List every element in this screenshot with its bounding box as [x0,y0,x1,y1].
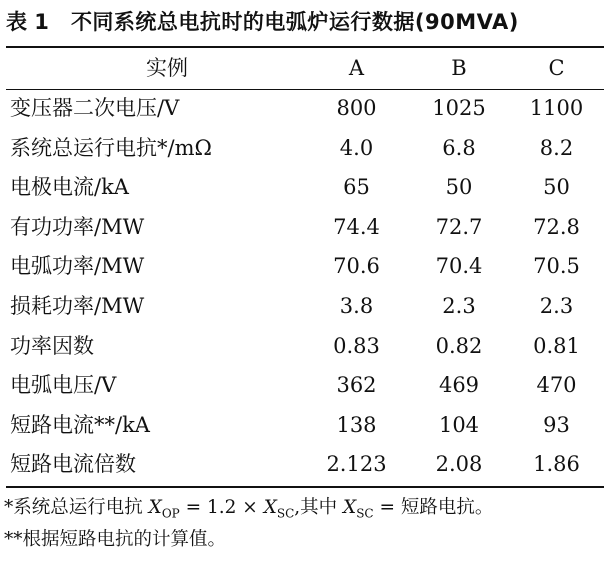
cell-c: 70.5 [533,254,580,279]
row-label: 变压器二次电压/V [10,96,180,120]
cell-a: 74.4 [333,214,380,239]
row-label: 有功功率/MW [10,214,145,239]
row-label: 系统总运行电抗*/mΩ [10,135,212,160]
footnote-marker: ** [4,529,23,550]
cell-b: 70.4 [435,254,483,279]
cell-b: 50 [445,175,473,200]
cell-c: 1.86 [533,452,580,477]
cell-a: 800 [336,96,377,120]
row-label: 电弧功率/MW [10,254,145,279]
footnote-1 [4,492,608,524]
data-table [6,48,604,485]
variable-x: X [148,497,162,518]
cell-a: 2.123 [326,452,387,477]
cell-a: 362 [336,373,377,398]
footnote-text: = 短路电抗。 [373,497,494,518]
row-label: 短路电流**/kA [10,412,150,437]
row-label: 短路电流倍数 [10,452,136,477]
variable-x: X [343,497,357,518]
footnote-text: = 1.2 × [179,497,264,518]
row-label: 电极电流/kA [10,175,129,200]
cell-b: 0.82 [435,333,483,358]
table-row [6,366,604,406]
cell-b: 72.7 [435,214,483,239]
cell-b: 2.3 [442,293,476,318]
variable-x: X [263,497,277,518]
footnote-text: ,其中 [294,497,344,518]
subscript-sc: SC [356,506,374,521]
cell-a: 65 [343,175,370,200]
footnote-text: 根据短路电抗的计算值。 [22,529,227,550]
table-row [6,327,604,367]
subscript-sc: SC [276,506,295,521]
table-row [6,129,604,169]
header-cell-c: C [548,56,565,80]
table-row [6,406,604,446]
table-footnotes [4,492,608,556]
table-row [6,208,604,248]
cell-b: 469 [438,373,480,398]
subscript-op: OP [161,506,180,521]
cell-b: 104 [438,412,480,437]
footnote-2 [4,524,608,556]
header-cell-a: A [348,56,365,80]
table-row [6,247,604,287]
cell-c: 1100 [529,96,584,120]
bottom-rule [6,486,604,488]
table-row [6,287,604,327]
row-label: 功率因数 [10,333,94,358]
footnote-marker: * [4,497,14,518]
table-row [6,168,604,208]
row-label: 电弧电压/V [10,373,117,398]
cell-c: 93 [543,412,570,437]
table-title: 不同系统总电抗时的电弧炉运行数据(90MVA) [70,10,519,34]
cell-c: 2.3 [539,293,574,318]
cell-c: 8.2 [539,135,574,160]
cell-a: 138 [336,412,377,437]
row-label: 损耗功率/MW [10,293,145,318]
cell-a: 70.6 [333,254,380,279]
cell-a: 4.0 [339,135,374,160]
cell-a: 0.83 [333,333,380,358]
footnote-text: 系统总运行电抗 [13,497,149,518]
table-caption [6,4,606,40]
cell-a: 3.8 [339,293,374,318]
header-row [6,48,604,89]
cell-c: 72.8 [533,214,580,239]
table-row [6,445,604,485]
table-row [6,89,604,129]
cell-b: 2.08 [435,452,483,477]
cell-b: 6.8 [442,135,476,160]
header-cell-b: B [451,56,467,80]
table-number-label: 表 1 [6,10,49,34]
header-cell-example: 实例 [146,56,188,80]
cell-c: 50 [543,175,570,200]
cell-c: 470 [536,373,577,398]
cell-c: 0.81 [533,333,580,358]
cell-b: 1025 [432,96,486,120]
